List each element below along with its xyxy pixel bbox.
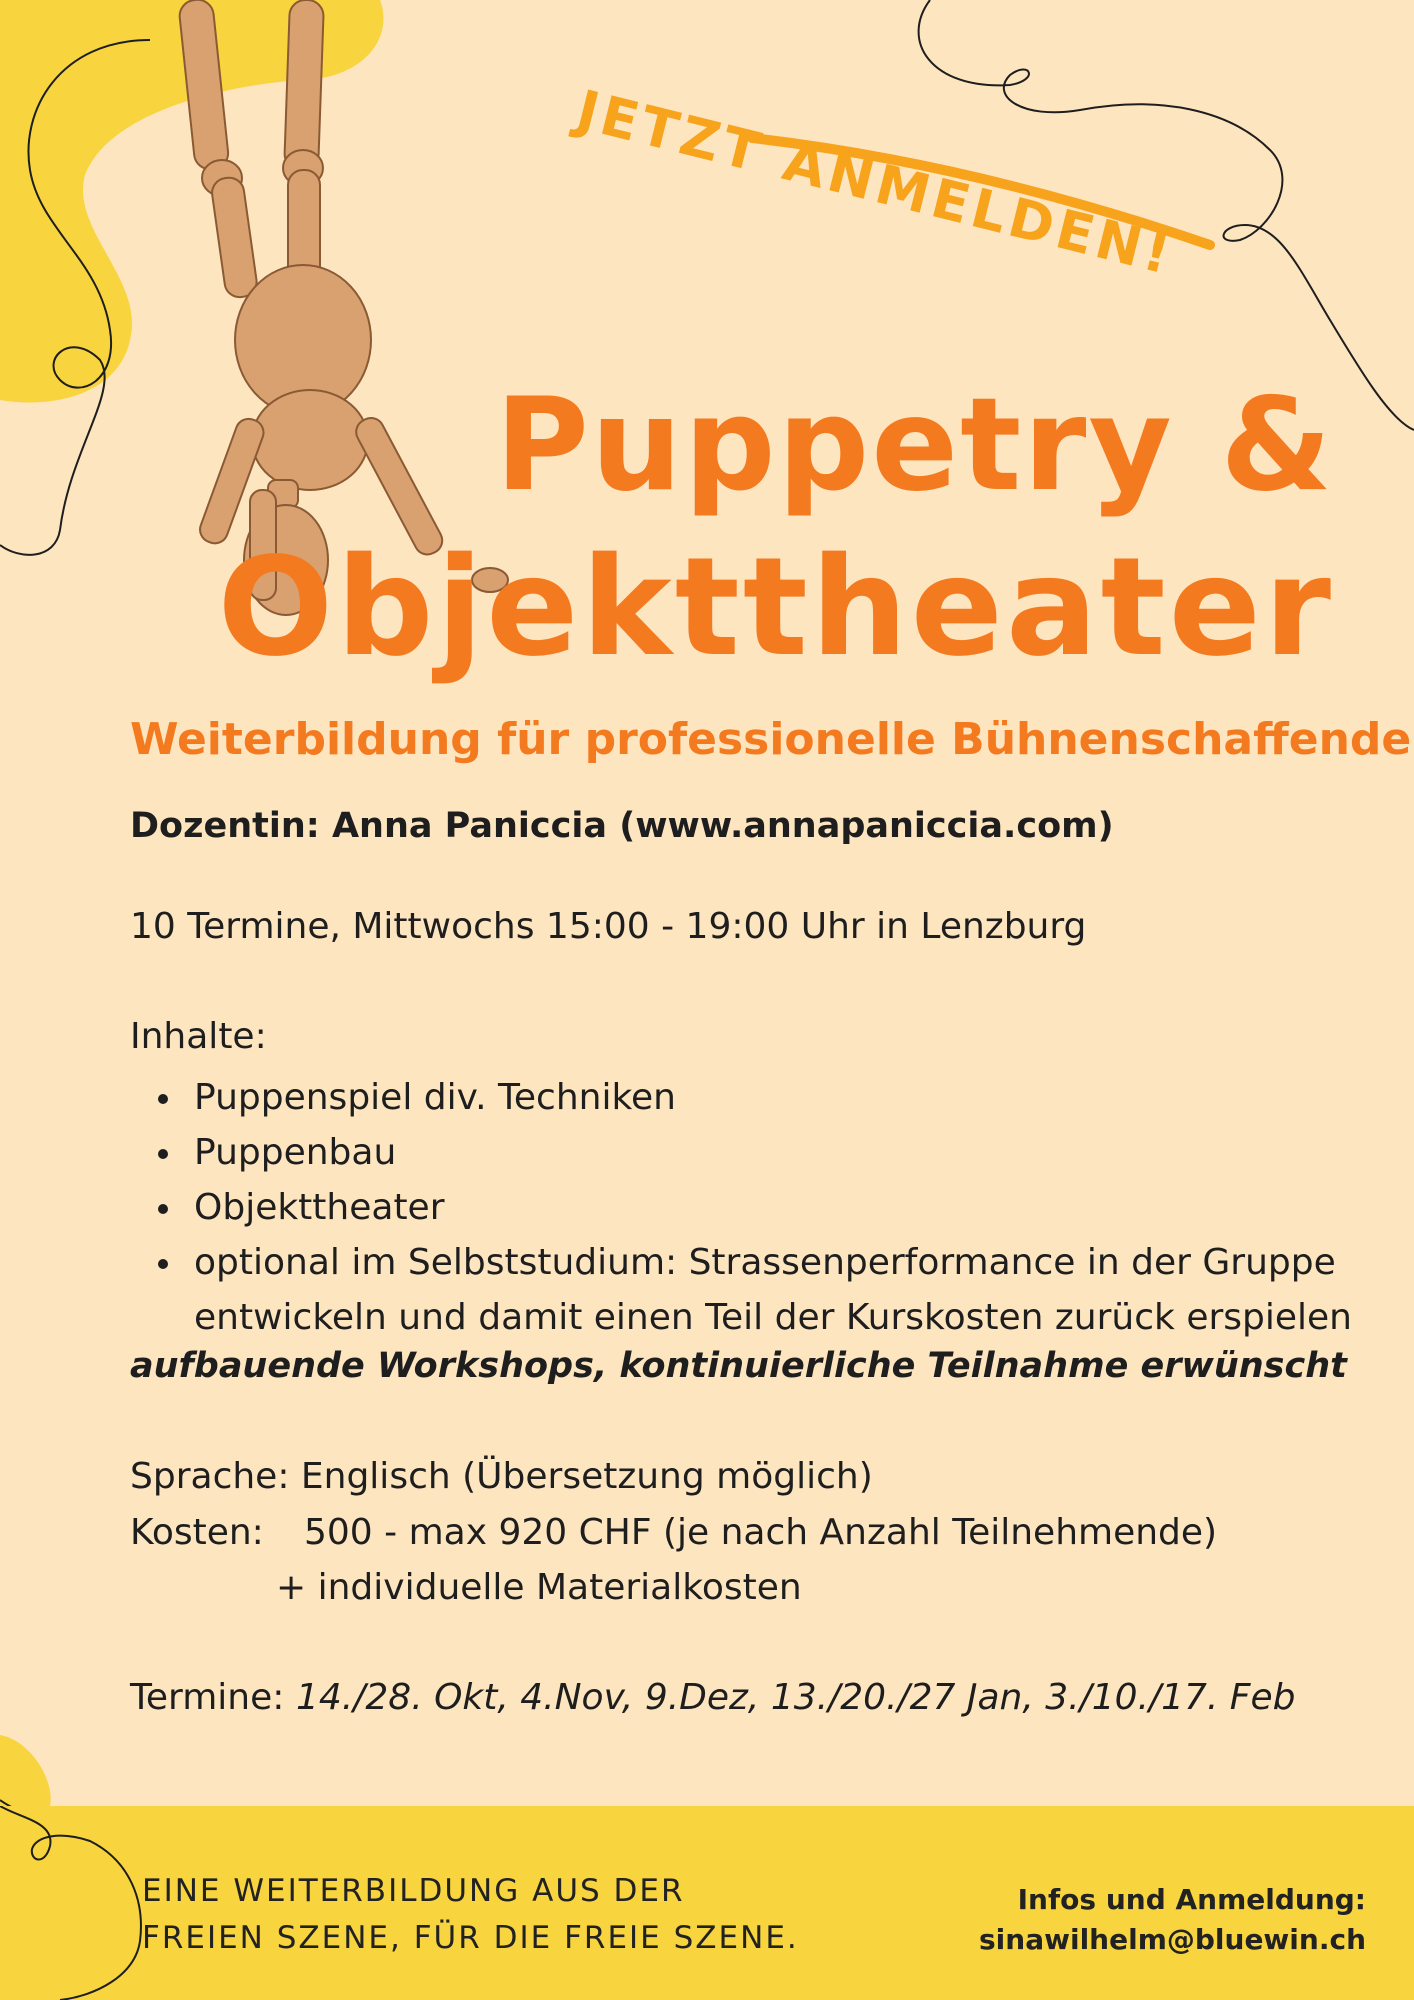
cost-value: 500 - max 920 CHF (je nach Anzahl Teilnehmende) (304, 1512, 1218, 1553)
footer-tagline-line1: EINE WEITERBILDUNG AUS DER (142, 1873, 685, 1909)
contents-label: Inhalte: (130, 1016, 267, 1057)
schedule-info: 10 Termine, Mittwochs 15:00 - 19:00 Uhr in Lenzburg (130, 906, 1087, 947)
list-item-continuation: entwickeln und damit einen Teil der Kurskosten zurück erspielen (194, 1297, 1352, 1338)
language-info: Sprache: Englisch (Übersetzung möglich) (130, 1456, 873, 1497)
list-item: optional im Selbststudium: Strassenperformance in der Gruppe (194, 1235, 1336, 1290)
dates-label: Termine: (130, 1677, 285, 1718)
contact-label: Infos und Anmeldung: (1017, 1883, 1366, 1916)
list-item: Puppenspiel div. Techniken (194, 1070, 1336, 1125)
footer-swirl (0, 1806, 160, 2000)
mannequin-illustration (178, 0, 508, 615)
footer-tagline-line2: FREIEN SZENE, FÜR DIE FREIE SZENE. (142, 1920, 799, 1956)
cost-extra: + individuelle Materialkosten (276, 1567, 802, 1608)
page-title-line2: Objekttheater (217, 529, 1334, 687)
cost-label: Kosten: (130, 1512, 264, 1553)
page-title-line1: Puppetry & (495, 371, 1334, 520)
list-item: Objekttheater (194, 1180, 1336, 1235)
register-now-banner: JETZT ANMELDEN! (570, 78, 1180, 288)
yellow-blob-bottom-left (0, 1735, 51, 1806)
teacher-info: Dozentin: Anna Paniccia (www.annapaniccia.com) (130, 806, 1114, 846)
dates-value: 14./28. Okt, 4.Nov, 9.Dez, 13./20./27 Jan, 3./10./17. Feb (296, 1677, 1296, 1718)
workshop-note: aufbauende Workshops, kontinuierliche Teilnahme erwünscht (130, 1346, 1347, 1386)
contents-list (130, 1070, 1336, 1290)
list-item: Puppenbau (194, 1125, 1336, 1180)
contact-email-link[interactable]: sinawilhelm@bluewin.ch (979, 1923, 1366, 1956)
subtitle: Weiterbildung für professionelle Bühnenschaffende (130, 714, 1412, 765)
